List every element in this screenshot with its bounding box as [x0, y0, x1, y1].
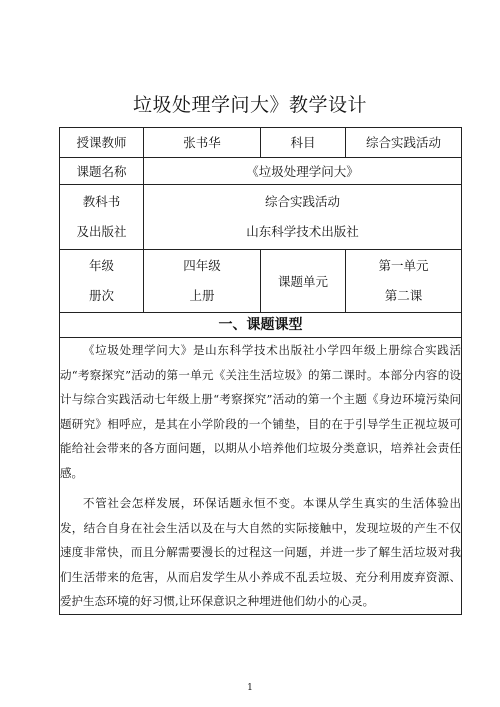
document-title: 垃圾处理学问大》教学设计	[132, 94, 367, 116]
section-body-row	[60, 338, 462, 615]
grade-value-line-2: 上册	[189, 288, 215, 303]
textbook-label-line-1: 教科书	[82, 194, 121, 209]
unit-value	[346, 250, 462, 313]
lesson-label: 课题名称	[60, 158, 144, 185]
textbook-value-line-1: 综合实践活动	[264, 194, 340, 209]
section-heading-row	[60, 313, 462, 338]
textbook-value-line-2: 山东科学技术出版社	[246, 224, 359, 239]
teacher-label: 授课教师	[60, 128, 144, 158]
textbook-value	[144, 185, 462, 250]
textbook-label	[60, 185, 144, 250]
textbook-label-line-2: 及出版社	[76, 224, 127, 239]
subject-label: 科目	[261, 128, 346, 158]
unit-value-line-2: 第二课	[384, 288, 423, 303]
grade-row	[60, 250, 462, 313]
grade-value	[144, 250, 261, 313]
paragraph: 《垃圾处理学问大》是山东科学技术出版社小学四年级上册综合实践活动“考察探究”活动的第一单元《关注生活垃圾》的第二课时。本部分内容的设计与综合实践活动七年级上册“考察探究”活动的第一个主题《身边环境污染问题研究》相呼应，是其在小学阶段的一个铺垫，目的在于引导学生正视垃圾可能给社会带来的各方面问题，以期从小培养他们垃圾分类意识，培养社会责任感。	[60, 343, 461, 480]
unit-label: 课题单元	[261, 250, 346, 313]
grade-label-line-2: 册次	[88, 288, 114, 303]
section-heading: 一、课题课型	[60, 313, 462, 338]
lesson-value: 《垃圾处理学问大》	[144, 158, 462, 185]
grade-value-line-1: 四年级	[183, 258, 221, 273]
page-number: 1	[247, 683, 253, 693]
paragraph: 不管社会怎样发展，环保话题永恒不变。本课从学生真实的生活体验出发，结合自身在社会生活以及在与大自然的实际接触中，发现垃圾的产生不仅速度非常快，而且分解需要漫长的过程这一问题，并进一步了解生活垃圾对我们生活带来的危害，从而启发学生从小养成不乱丢垃圾、充分利用废弃资源、爱护生态环境的好习惯,让环保意识之种埋进他们幼小的心灵。	[60, 496, 461, 608]
textbook-row	[60, 185, 462, 250]
section-body	[60, 338, 462, 615]
grade-label	[60, 250, 144, 313]
teacher-row	[60, 128, 462, 158]
subject-value: 综合实践活动	[346, 128, 462, 158]
grade-label-line-1: 年级	[88, 258, 114, 273]
unit-value-line-1: 第一单元	[378, 258, 429, 273]
lesson-info-table	[59, 127, 462, 615]
lesson-row	[60, 158, 462, 185]
teacher-value: 张书华	[144, 128, 261, 158]
